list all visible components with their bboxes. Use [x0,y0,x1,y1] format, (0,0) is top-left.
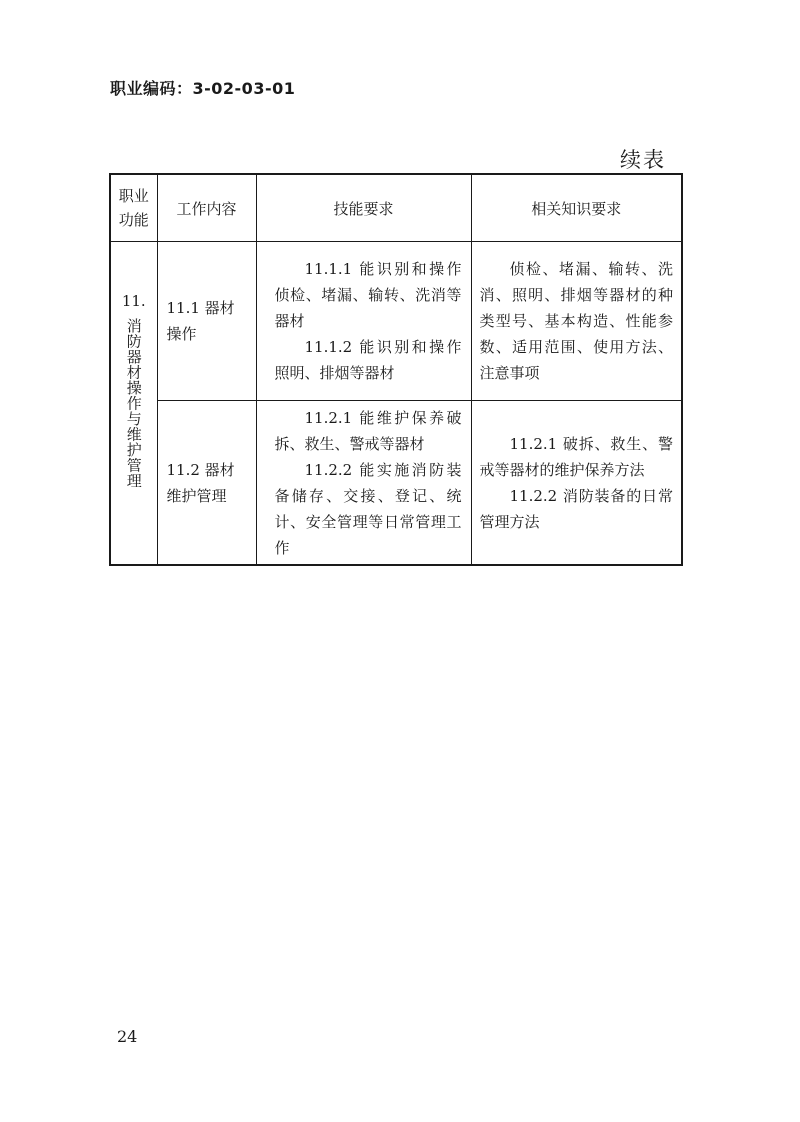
table-header-row [110,174,682,242]
table-row [110,242,682,401]
knowledge-item: 11.2.2 消防装备的日常管理方法 [479,486,673,531]
skill-item: 11.2.2 能实施消防装备储存、交接、登记、统计、安全管理等日常管理工作 [274,460,462,557]
continued-table-label: 续表 [620,148,666,172]
work-content-cell [157,401,256,566]
header-skill-requirements: 技能要求 [256,174,471,242]
knowledge-cell [471,401,682,566]
skills-table [109,173,683,566]
knowledge-cell [471,242,682,401]
function-number: 11. [121,292,146,310]
header-function-line2: 功能 [118,211,149,229]
skill-item: 11.1.1 能识别和操作侦检、堵漏、输转、洗消等器材 [274,260,462,330]
header-knowledge-requirements: 相关知识要求 [471,174,682,242]
work-content-text: 11.1 器材操作 [166,299,235,343]
skill-cell [256,242,471,401]
header-function [110,174,157,242]
occupation-code: 职业编码：3-02-03-01 [110,79,296,98]
knowledge-item: 11.2.1 破拆、救生、警戒等器材的维护保养方法 [479,434,673,479]
work-content-cell [157,242,256,401]
skill-item: 11.1.2 能识别和操作照明、排烟等器材 [274,338,462,382]
function-name: 消防器材操作与维护管理 [124,318,143,489]
header-work-content: 工作内容 [157,174,256,242]
work-content-text: 11.2 器材维护管理 [166,460,235,505]
page-number: 24 [117,1027,138,1046]
header-function-line1: 职业 [118,187,149,205]
skill-item: 11.2.1 能维护保养破拆、救生、警戒等器材 [274,408,462,453]
skill-cell [256,401,471,566]
function-cell [110,242,157,566]
knowledge-item: 侦检、堵漏、输转、洗消、照明、排烟等器材的种类型号、基本构造、性能参数、适用范围、使用方法、注意事项 [479,260,673,382]
table-row [110,401,682,566]
